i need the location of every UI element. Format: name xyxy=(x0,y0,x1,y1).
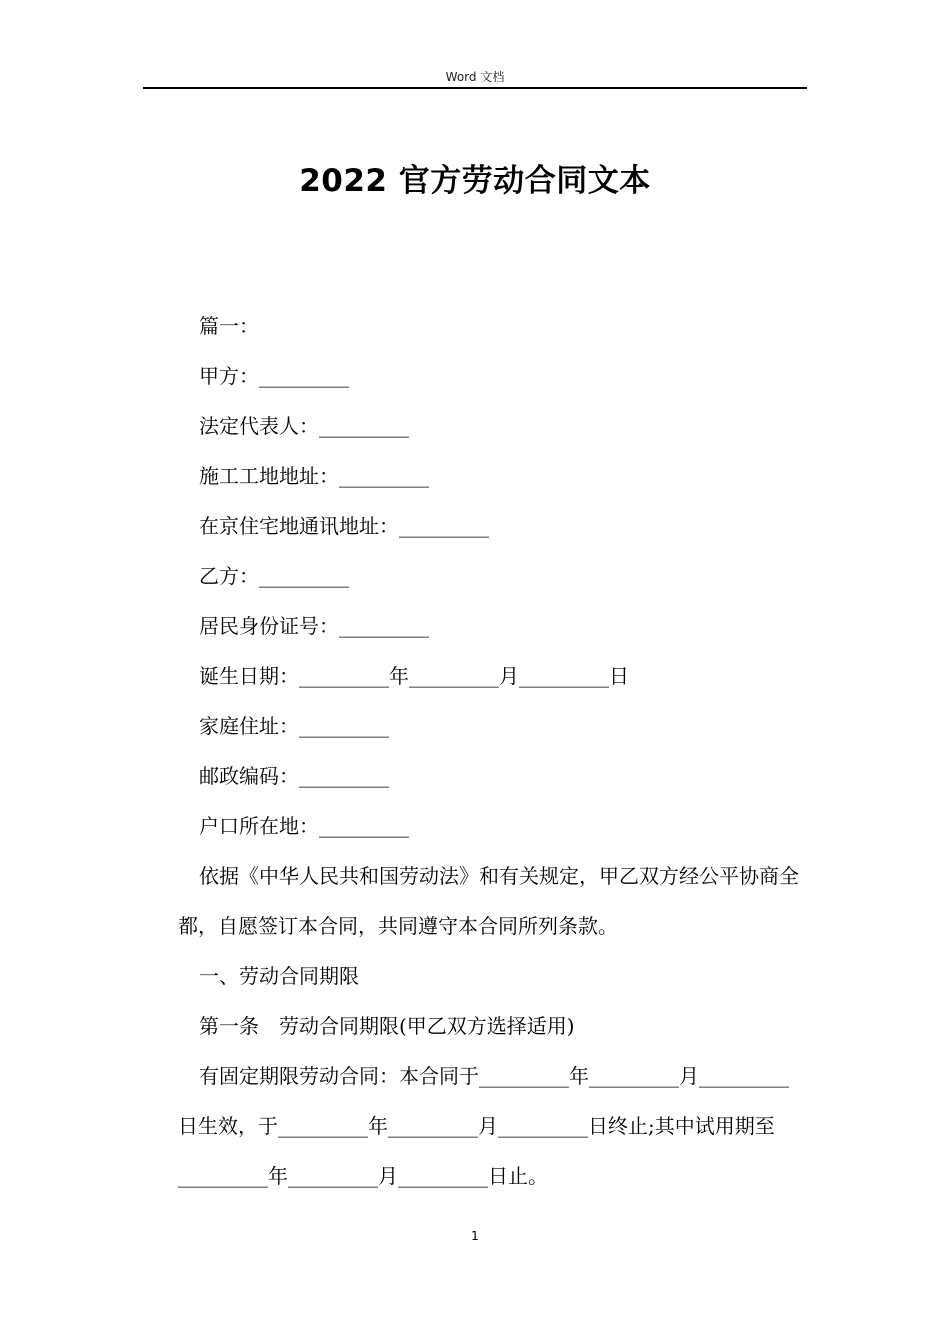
paragraph-preamble: 依据《中华人民共和国劳动法》和有关规定，甲乙双方经公平协商全都，自愿签订本合同，共同遵守本合同所列条款。 xyxy=(178,864,799,938)
header-label: Word 文档 xyxy=(445,70,505,84)
document-body xyxy=(178,301,806,1201)
section-heading-contract-term: 一、劳动合同期限 xyxy=(199,964,359,988)
paragraph-fixed-term: 有固定期限劳动合同：本合同于_________年_________月_________日生效，于_________年_________月_________日终止;其中试用期至_________年_________月_________日止。 xyxy=(178,1064,789,1188)
field-postal-code: 邮政编码：_________ xyxy=(199,764,389,788)
header-divider xyxy=(143,87,807,89)
field-home-address: 家庭住址：_________ xyxy=(199,714,389,738)
paragraph-section-label: 篇一： xyxy=(199,314,259,338)
article-one-heading: 第一条 劳动合同期限(甲乙双方选择适用) xyxy=(199,1014,575,1038)
field-birth-date: 诞生日期：_________年_________月_________日 xyxy=(199,664,629,688)
field-legal-representative: 法定代表人：_________ xyxy=(199,414,409,438)
field-party-b: 乙方：_________ xyxy=(199,564,349,588)
field-id-number: 居民身份证号：_________ xyxy=(199,614,429,638)
field-site-address: 施工工地地址：_________ xyxy=(199,464,429,488)
field-household-registration: 户口所在地：_________ xyxy=(199,814,409,838)
field-beijing-address: 在京住宅地通讯地址：_________ xyxy=(199,514,489,538)
page-number: 1 xyxy=(471,1229,479,1243)
field-party-a: 甲方：_________ xyxy=(199,364,349,388)
document-title: 2022 官方劳动合同文本 xyxy=(299,163,651,199)
